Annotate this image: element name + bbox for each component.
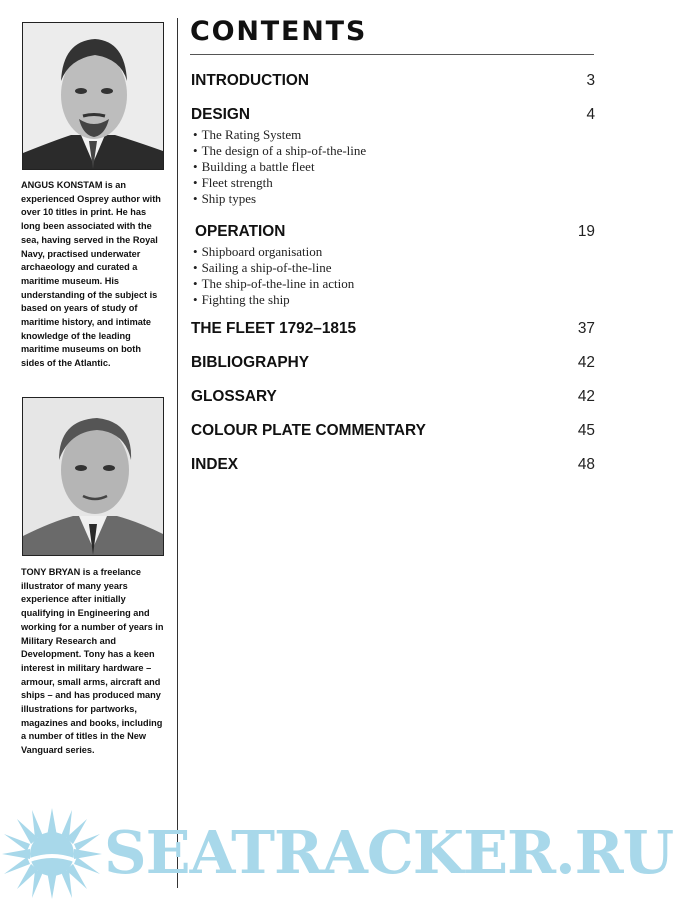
toc-label: INDEX	[191, 456, 239, 473]
column-divider	[177, 18, 178, 888]
toc-entry-introduction[interactable]	[191, 72, 595, 90]
watermark-text: SEATRACKER.RU	[104, 818, 674, 887]
author-photo-konstam	[22, 22, 164, 170]
toc-subsection: • Building a battle fleet	[193, 159, 315, 174]
toc-label: INTRODUCTION	[191, 72, 309, 89]
toc-entry-glossary[interactable]	[191, 388, 595, 406]
toc-entry-design[interactable]	[191, 106, 595, 207]
toc-label: GLOSSARY	[191, 388, 277, 405]
toc-subsections	[191, 127, 595, 207]
toc-subsection: • Sailing a ship-of-the-line	[193, 260, 332, 275]
toc-subsection: • Fighting the ship	[193, 292, 290, 307]
toc-label: COLOUR PLATE COMMENTARY	[191, 422, 426, 439]
title-rule	[190, 54, 594, 55]
toc-page-number: 42	[577, 388, 595, 405]
toc-entry-the-fleet[interactable]	[191, 320, 595, 338]
toc-label: BIBLIOGRAPHY	[191, 354, 309, 371]
author-bio-konstam: ANGUS KONSTAM is an experienced Osprey author with over 10 titles in print. He has long been associated with the sea, having served in the Royal Navy, practised underwater archaeology and curated a maritime museum. His understanding of the subject is based on years of study of maritime history, and intimate knowledge of the leading maritime museums on both sides of the Atlantic.	[21, 180, 161, 369]
sun-logo-icon	[0, 806, 104, 906]
toc-label: DESIGN	[191, 106, 251, 123]
toc-subsections	[191, 244, 595, 308]
toc-page-number: 37	[577, 320, 595, 337]
toc-subsection: • The Rating System	[193, 127, 302, 142]
toc-entry-colour-plate-commentary[interactable]	[191, 422, 595, 440]
toc-subsection: • Shipboard organisation	[193, 244, 323, 259]
toc-page-number: 3	[586, 72, 595, 89]
toc-page-number: 48	[577, 456, 595, 473]
toc-label: OPERATION	[195, 223, 286, 240]
toc-page-number: 4	[586, 106, 595, 123]
toc-page-number: 45	[577, 422, 595, 439]
contents-title: CONTENTS	[190, 16, 368, 47]
toc-subsection: • Fleet strength	[193, 175, 273, 190]
illustrator-bio-bryan: TONY BRYAN is a freelance illustrator of many years experience after initially qualifying in Engineering and working for a number of years in Military Research and Development. Tony has a keen interest in military hardware – armour, small arms, aircraft and ships – and has produced many illustrations for partworks, magazines and books, including a number of titles in the New Vanguard series.	[21, 567, 164, 756]
toc-subsection: • The ship-of-the-line in action	[193, 276, 355, 291]
toc-page-number: 19	[577, 223, 595, 240]
toc-subsection: • The design of a ship-of-the-line	[193, 143, 367, 158]
toc-subsection: • Ship types	[193, 191, 257, 206]
toc-entry-bibliography[interactable]	[191, 354, 595, 372]
toc-label: THE FLEET 1792–1815	[191, 320, 357, 337]
toc-entry-index[interactable]	[191, 456, 595, 474]
toc-entry-operation[interactable]	[191, 223, 595, 308]
illustrator-photo-bryan	[22, 397, 164, 556]
toc-page-number: 42	[577, 354, 595, 371]
